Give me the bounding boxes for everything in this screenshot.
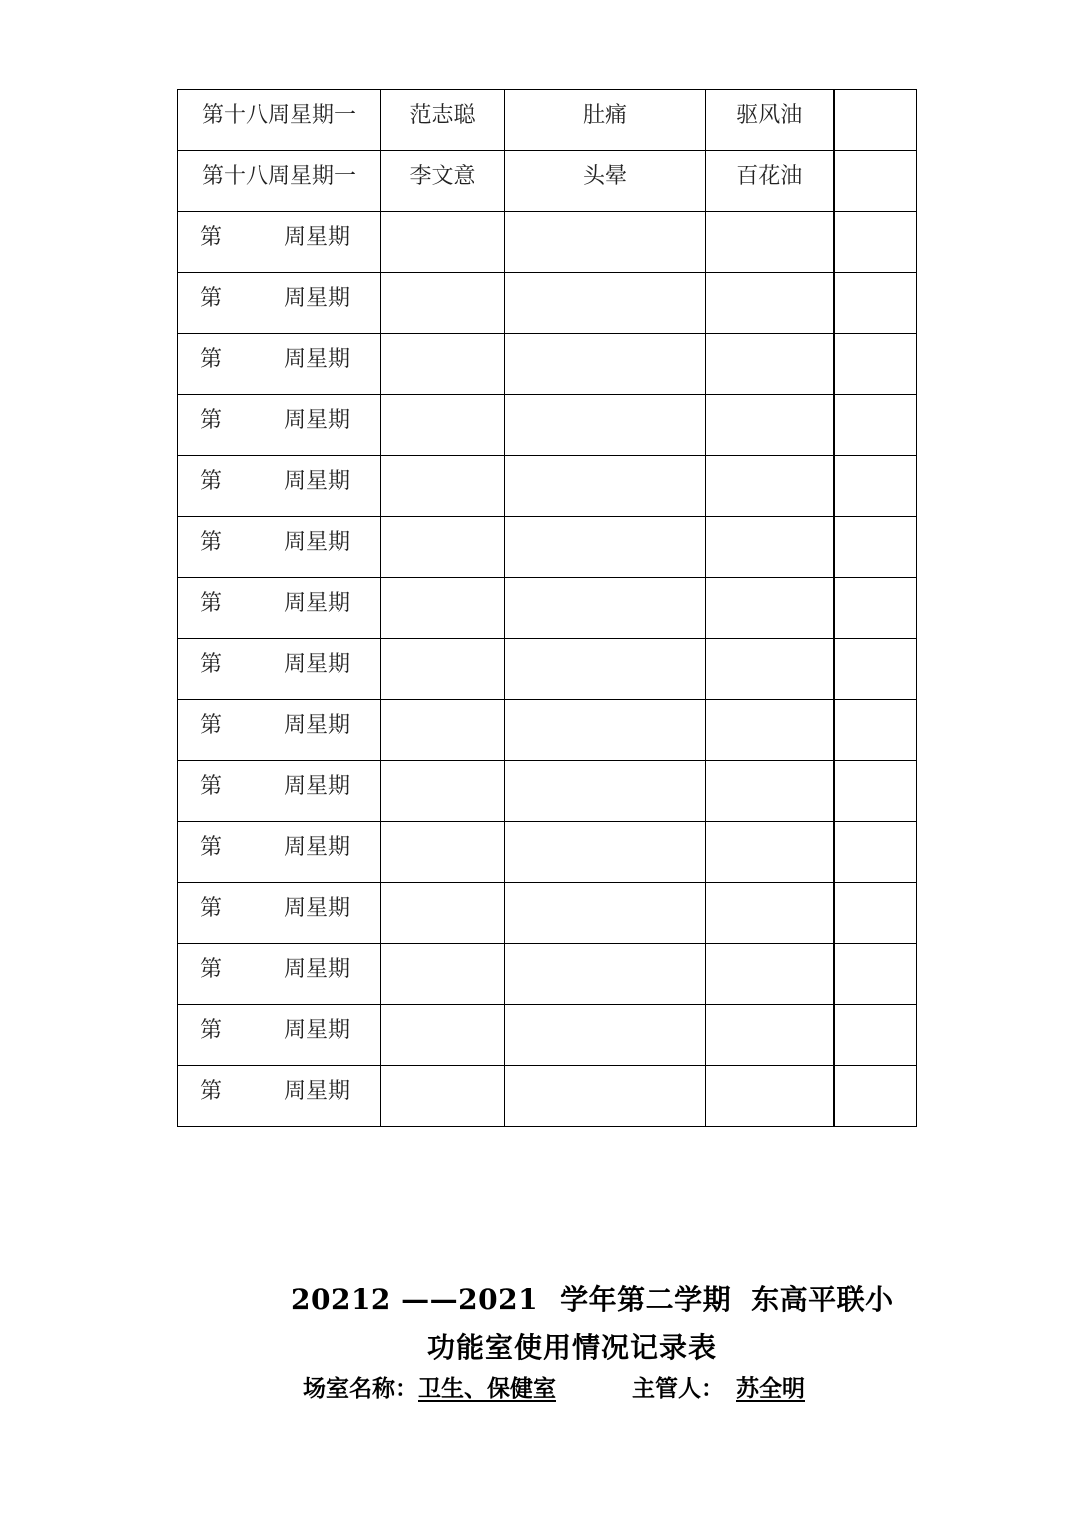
table-row	[178, 151, 917, 212]
symptom-cell	[505, 151, 706, 212]
name-cell	[381, 517, 505, 578]
school-name: 东高平联小	[751, 1283, 894, 1316]
week-suffix: 周星期	[284, 896, 351, 921]
week-suffix: 周星期	[284, 408, 351, 433]
form-title: 功能室使用情况记录表	[427, 1331, 718, 1364]
symptom-cell	[505, 700, 706, 761]
symptom-text: 肚痛	[582, 103, 627, 128]
week-prefix: 第	[200, 1079, 223, 1104]
medicine-cell	[706, 1005, 834, 1066]
week-suffix: 周星期	[284, 1018, 351, 1043]
note-cell	[834, 517, 917, 578]
blank-table-row	[178, 273, 917, 334]
symptom-cell	[505, 822, 706, 883]
year-start: 20212	[291, 1283, 391, 1316]
note-cell	[834, 822, 917, 883]
blank-table-row	[178, 700, 917, 761]
symptom-cell	[505, 761, 706, 822]
medicine-cell	[706, 700, 834, 761]
date-cell	[178, 334, 381, 395]
medicine-cell	[706, 151, 834, 212]
note-cell	[834, 273, 917, 334]
week-suffix: 周星期	[284, 225, 351, 250]
name-cell	[381, 1005, 505, 1066]
week-prefix: 第	[200, 286, 223, 311]
manager-value: 苏全明	[736, 1375, 805, 1402]
blank-table-row	[178, 517, 917, 578]
medicine-cell	[706, 395, 834, 456]
week-prefix: 第	[200, 347, 223, 372]
usage-log-table	[177, 89, 917, 1127]
note-cell	[834, 700, 917, 761]
week-prefix: 第	[200, 591, 223, 616]
symptom-text: 头晕	[582, 164, 627, 189]
year-separator: ——	[401, 1283, 459, 1316]
week-suffix: 周星期	[284, 347, 351, 372]
week-prefix: 第	[200, 408, 223, 433]
week-suffix: 周星期	[284, 286, 351, 311]
note-cell	[834, 883, 917, 944]
note-cell	[834, 761, 917, 822]
date-cell	[178, 456, 381, 517]
symptom-cell	[505, 944, 706, 1005]
date-cell	[178, 944, 381, 1005]
date-cell	[178, 639, 381, 700]
name-cell	[381, 761, 505, 822]
year-end: 2021	[458, 1283, 539, 1316]
school-year-line	[291, 1278, 894, 1318]
date-cell	[178, 822, 381, 883]
blank-table-row	[178, 761, 917, 822]
week-prefix: 第	[200, 469, 223, 494]
name-cell	[381, 883, 505, 944]
week-suffix: 周星期	[284, 957, 351, 982]
name-cell	[381, 456, 505, 517]
note-cell	[834, 944, 917, 1005]
manager-label: 主管人：	[632, 1375, 724, 1402]
medicine-cell	[706, 273, 834, 334]
blank-table-row	[178, 639, 917, 700]
date-cell	[178, 1005, 381, 1066]
medicine-cell	[706, 90, 834, 151]
date-cell	[178, 90, 381, 151]
blank-table-row	[178, 1005, 917, 1066]
table-row	[178, 90, 917, 151]
note-cell	[834, 639, 917, 700]
name-cell	[381, 334, 505, 395]
week-suffix: 周星期	[284, 469, 351, 494]
symptom-cell	[505, 212, 706, 273]
name-cell	[381, 578, 505, 639]
note-cell	[834, 456, 917, 517]
blank-table-row	[178, 822, 917, 883]
note-cell	[834, 578, 917, 639]
blank-table-row	[178, 883, 917, 944]
symptom-cell	[505, 883, 706, 944]
room-value: 卫生、保健室	[418, 1375, 556, 1402]
room-label: 场室名称：	[303, 1375, 418, 1402]
name-cell	[381, 395, 505, 456]
date-cell	[178, 578, 381, 639]
medicine-text: 百花油	[736, 164, 803, 189]
date-cell	[178, 1066, 381, 1127]
medicine-cell	[706, 944, 834, 1005]
symptom-cell	[505, 90, 706, 151]
name-cell	[381, 639, 505, 700]
note-cell	[834, 395, 917, 456]
name-cell	[381, 700, 505, 761]
date-cell	[178, 395, 381, 456]
week-prefix: 第	[200, 774, 223, 799]
name-cell	[381, 151, 505, 212]
medicine-cell	[706, 761, 834, 822]
name-cell	[381, 273, 505, 334]
symptom-cell	[505, 456, 706, 517]
week-suffix: 周星期	[284, 774, 351, 799]
medicine-cell	[706, 212, 834, 273]
note-cell	[834, 90, 917, 151]
date-cell	[178, 517, 381, 578]
symptom-cell	[505, 639, 706, 700]
name-cell	[381, 944, 505, 1005]
date-text: 第十八周星期一	[201, 103, 356, 128]
name-text: 范志聪	[409, 103, 476, 128]
week-prefix: 第	[200, 530, 223, 555]
medicine-cell	[706, 822, 834, 883]
note-cell	[834, 151, 917, 212]
blank-table-row	[178, 578, 917, 639]
note-text	[835, 151, 917, 159]
blank-table-row	[178, 395, 917, 456]
medicine-cell	[706, 517, 834, 578]
blank-table-row	[178, 944, 917, 1005]
week-prefix: 第	[200, 957, 223, 982]
week-prefix: 第	[200, 652, 223, 677]
term-text: 学年第二学期	[560, 1283, 732, 1316]
medicine-cell	[706, 1066, 834, 1127]
medicine-cell	[706, 639, 834, 700]
note-cell	[834, 334, 917, 395]
symptom-cell	[505, 578, 706, 639]
date-cell	[178, 273, 381, 334]
blank-table-row	[178, 456, 917, 517]
week-prefix: 第	[200, 1018, 223, 1043]
week-suffix: 周星期	[284, 835, 351, 860]
date-cell	[178, 212, 381, 273]
symptom-cell	[505, 1005, 706, 1066]
week-suffix: 周星期	[284, 652, 351, 677]
week-suffix: 周星期	[284, 1079, 351, 1104]
room-info-line	[303, 1370, 805, 1403]
medicine-cell	[706, 334, 834, 395]
name-cell	[381, 1066, 505, 1127]
symptom-cell	[505, 334, 706, 395]
note-text	[835, 90, 917, 98]
medicine-cell	[706, 456, 834, 517]
medicine-cell	[706, 883, 834, 944]
week-prefix: 第	[200, 835, 223, 860]
week-suffix: 周星期	[284, 530, 351, 555]
week-prefix: 第	[200, 713, 223, 738]
week-prefix: 第	[200, 896, 223, 921]
note-cell	[834, 1005, 917, 1066]
name-text: 李文意	[409, 164, 476, 189]
name-cell	[381, 90, 505, 151]
date-cell	[178, 700, 381, 761]
note-cell	[834, 1066, 917, 1127]
name-cell	[381, 822, 505, 883]
date-cell	[178, 761, 381, 822]
note-cell	[834, 212, 917, 273]
week-suffix: 周星期	[284, 591, 351, 616]
symptom-cell	[505, 395, 706, 456]
name-cell	[381, 212, 505, 273]
blank-table-row	[178, 212, 917, 273]
medicine-cell	[706, 578, 834, 639]
date-cell	[178, 151, 381, 212]
blank-table-row	[178, 334, 917, 395]
medicine-text: 驱风油	[736, 103, 803, 128]
date-text: 第十八周星期一	[201, 164, 356, 189]
symptom-cell	[505, 517, 706, 578]
symptom-cell	[505, 1066, 706, 1127]
date-cell	[178, 883, 381, 944]
blank-table-row	[178, 1066, 917, 1127]
week-suffix: 周星期	[284, 713, 351, 738]
symptom-cell	[505, 273, 706, 334]
week-prefix: 第	[200, 225, 223, 250]
